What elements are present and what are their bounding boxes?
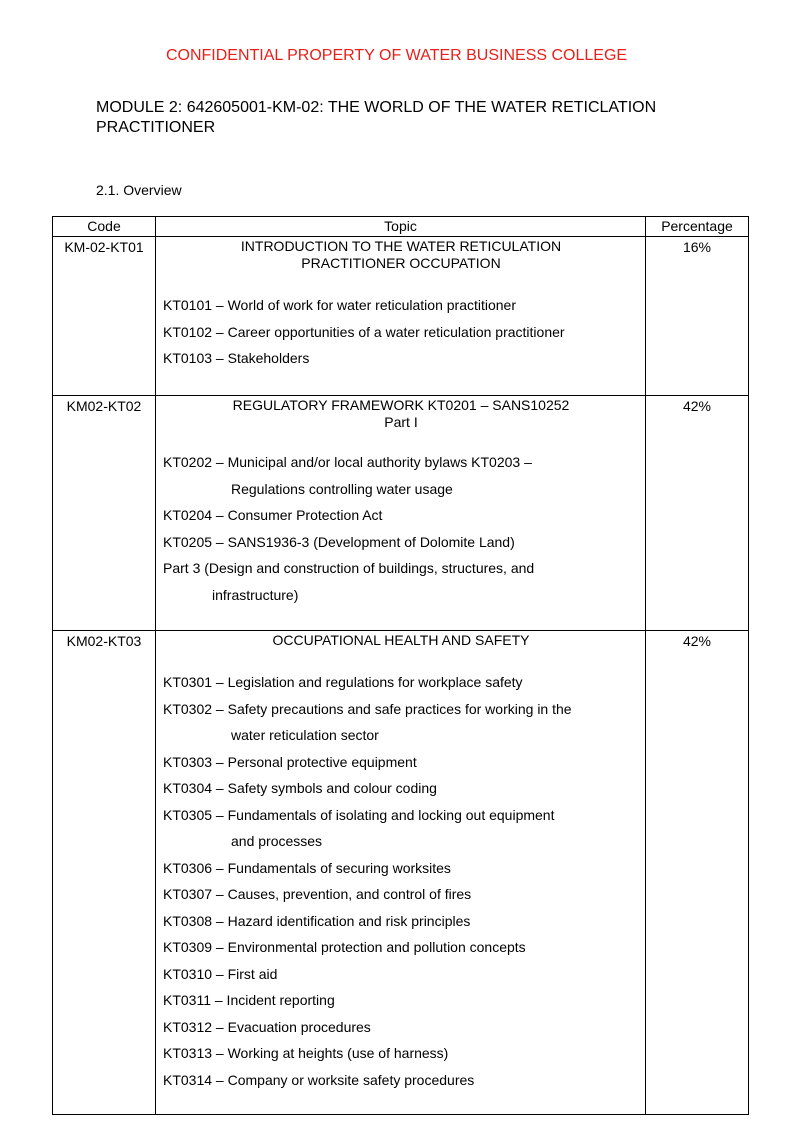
topic-item: KT0304 – Safety symbols and colour coding: [163, 780, 437, 796]
topic-item: KT0308 – Hazard identification and risk principles: [163, 912, 471, 929]
row-percentage: 42%: [646, 396, 749, 631]
topic-item: KT0101 – World of work for water reticulation practitioner: [163, 297, 517, 313]
topic-heading: [163, 237, 639, 272]
topic-item: KT0314 – Company or worksite safety procedures: [163, 1071, 475, 1088]
topic-item: KT0310 – First aid: [163, 965, 278, 982]
module-title-line-1: MODULE 2: 642605001-KM-02: THE WORLD OF THE WATER RETICLATION: [96, 99, 657, 116]
overview-table: [52, 216, 749, 1115]
row-topic: [156, 396, 646, 631]
topic-item: KT0302 – Safety precautions and safe practices for working in the: [163, 700, 572, 717]
table-header-row: [53, 217, 749, 237]
topic-heading-line-2: Part I: [384, 414, 418, 430]
topic-item-continuation: Regulations controlling water usage: [231, 480, 453, 497]
topic-heading: [163, 396, 639, 431]
topic-item: KT0204 – Consumer Protection Act: [163, 507, 383, 523]
section-heading: 2.1. Overview: [96, 182, 182, 198]
table-row: [53, 237, 749, 396]
topic-item: KT0102 – Career opportunities of a water reticulation practitioner: [163, 323, 565, 340]
row-percentage: 42%: [646, 631, 749, 1115]
topic-heading: [163, 631, 639, 649]
topic-heading-line-1: INTRODUCTION TO THE WATER RETICULATION: [240, 238, 562, 254]
topic-item: KT0312 – Evacuation procedures: [163, 1018, 371, 1035]
table-row: [53, 631, 749, 1115]
module-title-line-2: PRACTITIONER: [96, 119, 216, 136]
topic-item-continuation: water reticulation sector: [231, 727, 379, 743]
topic-item: KT0311 – Incident reporting: [163, 992, 335, 1008]
row-code: KM-02-KT01: [53, 237, 156, 396]
topic-item-continuation: and processes: [231, 833, 323, 849]
table-row: [53, 396, 749, 631]
column-header-percentage: Percentage: [646, 217, 749, 237]
topic-item: Part 3 (Design and construction of buildings, structures, and: [163, 560, 535, 576]
topic-item: KT0202 – Municipal and/or local authority bylaws KT0203 –: [163, 454, 532, 470]
topic-item: KT0103 – Stakeholders: [163, 350, 310, 366]
column-header-topic: Topic: [156, 217, 646, 237]
module-title: [96, 98, 696, 138]
topic-item: KT0309 – Environmental protection and pollution concepts: [163, 939, 526, 955]
topic-heading-line-2: PRACTITIONER OCCUPATION: [301, 255, 501, 271]
row-topic: [156, 237, 646, 396]
topic-item: KT0301 – Legislation and regulations for workplace safety: [163, 674, 523, 690]
row-topic: [156, 631, 646, 1115]
column-header-code: Code: [53, 217, 156, 237]
row-code: KM02-KT03: [53, 631, 156, 1115]
topic-item: KT0306 – Fundamentals of securing worksites: [163, 859, 451, 876]
confidential-notice: CONFIDENTIAL PROPERTY OF WATER BUSINESS COLLEGE: [165, 47, 628, 64]
row-code: KM02-KT02: [53, 396, 156, 631]
topic-item: KT0303 – Personal protective equipment: [163, 753, 417, 770]
topic-item: KT0205 – SANS1936-3 (Development of Dolomite Land): [163, 533, 515, 550]
topic-heading-line-1: REGULATORY FRAMEWORK KT0201 – SANS10252: [232, 397, 570, 413]
topic-item-continuation: infrastructure): [212, 586, 299, 603]
topic-heading-line-1: OCCUPATIONAL HEALTH AND SAFETY: [272, 632, 530, 648]
topic-item: KT0307 – Causes, prevention, and control of fires: [163, 886, 472, 902]
row-percentage: 16%: [646, 237, 749, 396]
topic-item: KT0313 – Working at heights (use of harness): [163, 1045, 449, 1061]
topic-item: KT0305 – Fundamentals of isolating and locking out equipment: [163, 806, 555, 823]
